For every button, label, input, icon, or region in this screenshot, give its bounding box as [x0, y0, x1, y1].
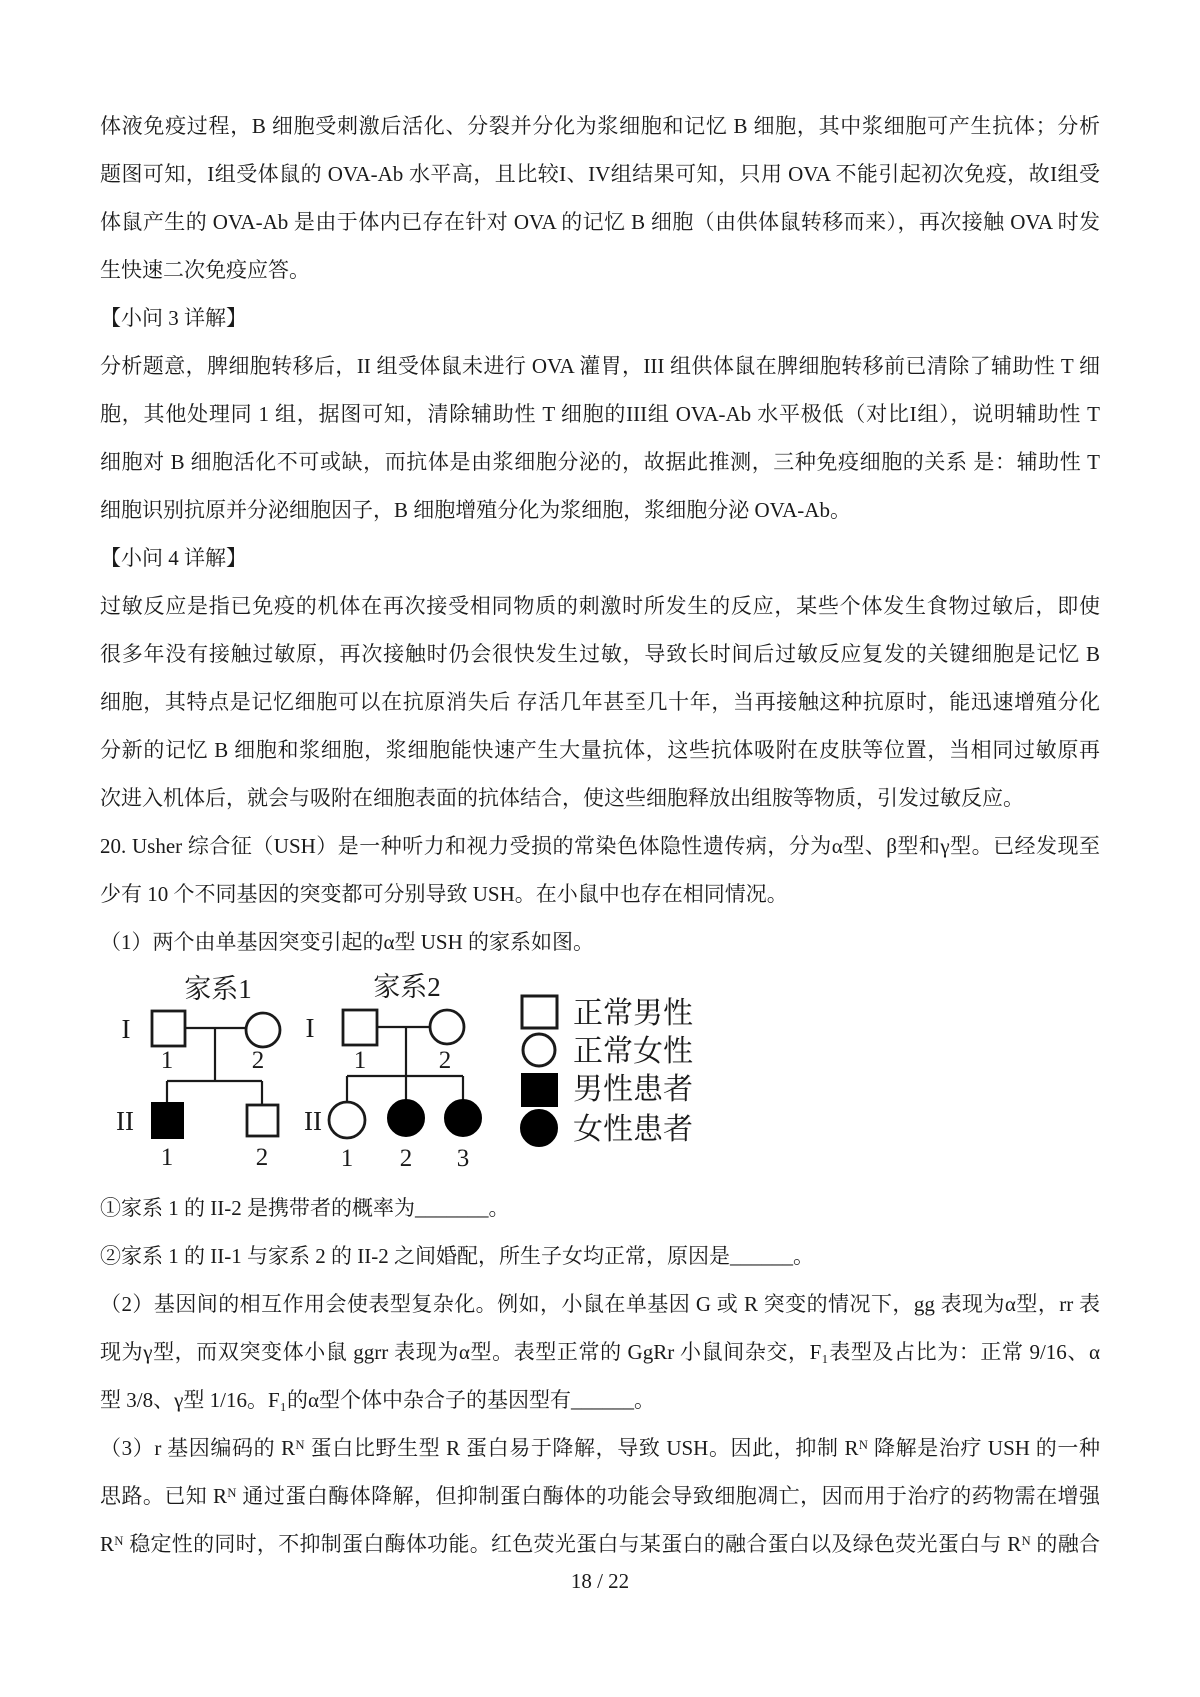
- family2-I-2-normal-female-symbol: [430, 1010, 464, 1044]
- text-line: 细胞，其特点是记忆细胞可以在抗原消失后 存活几年甚至几十年，当再接触这种抗原时，能迅速增殖分化: [100, 690, 1100, 714]
- text-line: 少有 10 个不同基因的突变都可分别导致 USH。在小鼠中也存在相同情况。: [100, 882, 788, 906]
- text-line: 题图可知，I组受体鼠的 OVA-Ab 水平高，且比较I、IV组结果可知，只用 OVA 不能引起初次免疫，故I组受: [100, 162, 1100, 186]
- family1-II-1-affected-male-symbol: [152, 1103, 183, 1138]
- text-line: 体液免疫过程，B 细胞受刺激后活化、分裂并分化为浆细胞和记忆 B 细胞，其中浆细胞可产生抗体；分析: [100, 114, 1100, 138]
- question-blank-1: ①家系 1 的 II-2 是携带者的概率为_______。: [100, 1196, 510, 1220]
- text-line: 体鼠产生的 OVA-Ab 是由于体内已存在针对 OVA 的记忆 B 细胞（由供体鼠转移而来），再次接触 OVA 时发: [100, 210, 1100, 234]
- page-number: 18 / 22: [570, 1569, 630, 1593]
- text-line: 过敏反应是指已免疫的机体在再次接受相同物质的刺激时所发生的反应，某些个体发生食物过敏后，即使: [100, 594, 1100, 618]
- legend-affected-female-symbol: [521, 1110, 557, 1146]
- family2-I-1-number: 1: [353, 1047, 367, 1074]
- legend-normal-female-label: 正常女性: [573, 1035, 693, 1068]
- text-line: 次进入机体后，就会与吸附在细胞表面的抗体结合，使这些细胞释放出组胺等物质，引发过敏反应。: [100, 786, 1024, 810]
- family2-II-2-affected-female-symbol: [388, 1100, 424, 1136]
- legend-affected-male-symbol: [522, 1074, 557, 1106]
- text-line: 分析题意，脾细胞转移后，II 组受体鼠未进行 OVA 灌胃，III 组供体鼠在脾细胞转移前已清除了辅助性 T 细: [100, 354, 1100, 378]
- family1-I-2-number: 2: [251, 1047, 265, 1074]
- legend-normal-female-symbol: [523, 1034, 555, 1066]
- family2-II-1-normal-female-symbol: [329, 1102, 365, 1138]
- family1-I-1-number: 1: [160, 1047, 174, 1074]
- text-line: 细胞对 B 细胞活化不可或缺，而抗体是由浆细胞分泌的，故据此推测，三种免疫细胞的关系 是：辅助性 T: [100, 450, 1100, 474]
- text-line: 细胞识别抗原并分泌细胞因子，B 细胞增殖分化为浆细胞，浆细胞分泌 OVA-Ab。: [100, 498, 851, 522]
- family1-generation2-label: II: [116, 1106, 134, 1136]
- text-line: 胞，其他处理同 1 组，据图可知，清除辅助性 T 细胞的III组 OVA-Ab 水平极低（对比I组），说明辅助性 T: [100, 402, 1100, 426]
- family1-II-2-number: 2: [255, 1144, 269, 1171]
- text-line: 分新的记忆 B 细胞和浆细胞，浆细胞能快速产生大量抗体，这些抗体吸附在皮肤等位置，当相同过敏原再: [100, 738, 1100, 762]
- document-upper-text: [100, 102, 1100, 966]
- family1-II-1-number: 1: [160, 1144, 174, 1171]
- legend-normal-male-symbol: [522, 996, 557, 1028]
- family2-I-2-number: 2: [438, 1047, 452, 1074]
- section-heading-q4: 【小问 4 详解】: [100, 546, 247, 570]
- family2-generation1-label: I: [305, 1013, 315, 1043]
- family2-II-3-number: 3: [456, 1145, 470, 1172]
- legend-normal-male-label: 正常男性: [573, 997, 693, 1030]
- family1-I-2-normal-female-symbol: [246, 1013, 280, 1047]
- question-20-part1: （1）两个由单基因突变引起的α型 USH 的家系如图。: [100, 930, 595, 954]
- text-line: 思路。已知 Rᴺ 通过蛋白酶体降解，但抑制蛋白酶体的功能会导致细胞凋亡，因而用于治疗的药物需在增强: [100, 1484, 1100, 1508]
- section-heading-q3: 【小问 3 详解】: [100, 306, 247, 330]
- family1-title: 家系1: [184, 974, 252, 1004]
- text-line: 很多年没有接触过敏原，再次接触时仍会很快发生过敏，导致长时间后过敏反应复发的关键细胞是记忆 B: [100, 642, 1100, 666]
- family1-I-1-normal-male-symbol: [152, 1011, 185, 1046]
- legend-affected-male-label: 男性患者: [573, 1073, 693, 1106]
- pedigree-figure: [95, 958, 775, 1198]
- family1-II-2-normal-male-symbol: [247, 1105, 278, 1136]
- question-blank-3: 型 3/8、γ型 1/16。F₁的α型个体中杂合子的基因型有______。: [100, 1388, 655, 1412]
- text-line: 现为γ型，而双突变体小鼠 ggrr 表现为α型。表型正常的 GgRr 小鼠间杂交，F₁表型及占比为：正常 9/16、α: [100, 1340, 1100, 1364]
- question-20-part3: （3）r 基因编码的 Rᴺ 蛋白比野生型 R 蛋白易于降解，导致 USH。因此，抑制 Rᴺ 降解是治疗 USH 的一种: [100, 1436, 1100, 1460]
- family2-II-3-affected-female-symbol: [445, 1100, 481, 1136]
- legend-affected-female-label: 女性患者: [573, 1113, 693, 1146]
- family2-II-1-number: 1: [340, 1145, 354, 1172]
- text-line: 生快速二次免疫应答。: [100, 258, 310, 282]
- family2-title: 家系2: [373, 972, 441, 1002]
- text-line: Rᴺ 稳定性的同时，不抑制蛋白酶体功能。红色荧光蛋白与某蛋白的融合蛋白以及绿色荧光蛋白与 Rᴺ 的融合: [100, 1532, 1100, 1556]
- question-blank-2: ②家系 1 的 II-1 与家系 2 的 II-2 之间婚配，所生子女均正常，原因是______。: [100, 1244, 814, 1268]
- family1-generation1-label: I: [121, 1014, 131, 1044]
- question-20-intro: 20. Usher 综合征（USH）是一种听力和视力受损的常染色体隐性遗传病，分为α型、β型和γ型。已经发现至: [100, 834, 1100, 858]
- family2-generation2-label: II: [304, 1106, 322, 1136]
- document-lower-text: [100, 1184, 1100, 1568]
- family2-I-1-normal-male-symbol: [343, 1010, 377, 1045]
- question-20-part2: （2）基因间的相互作用会使表型复杂化。例如，小鼠在单基因 G 或 R 突变的情况下，gg 表现为α型，rr 表: [100, 1292, 1100, 1316]
- family2-II-2-number: 2: [399, 1145, 413, 1172]
